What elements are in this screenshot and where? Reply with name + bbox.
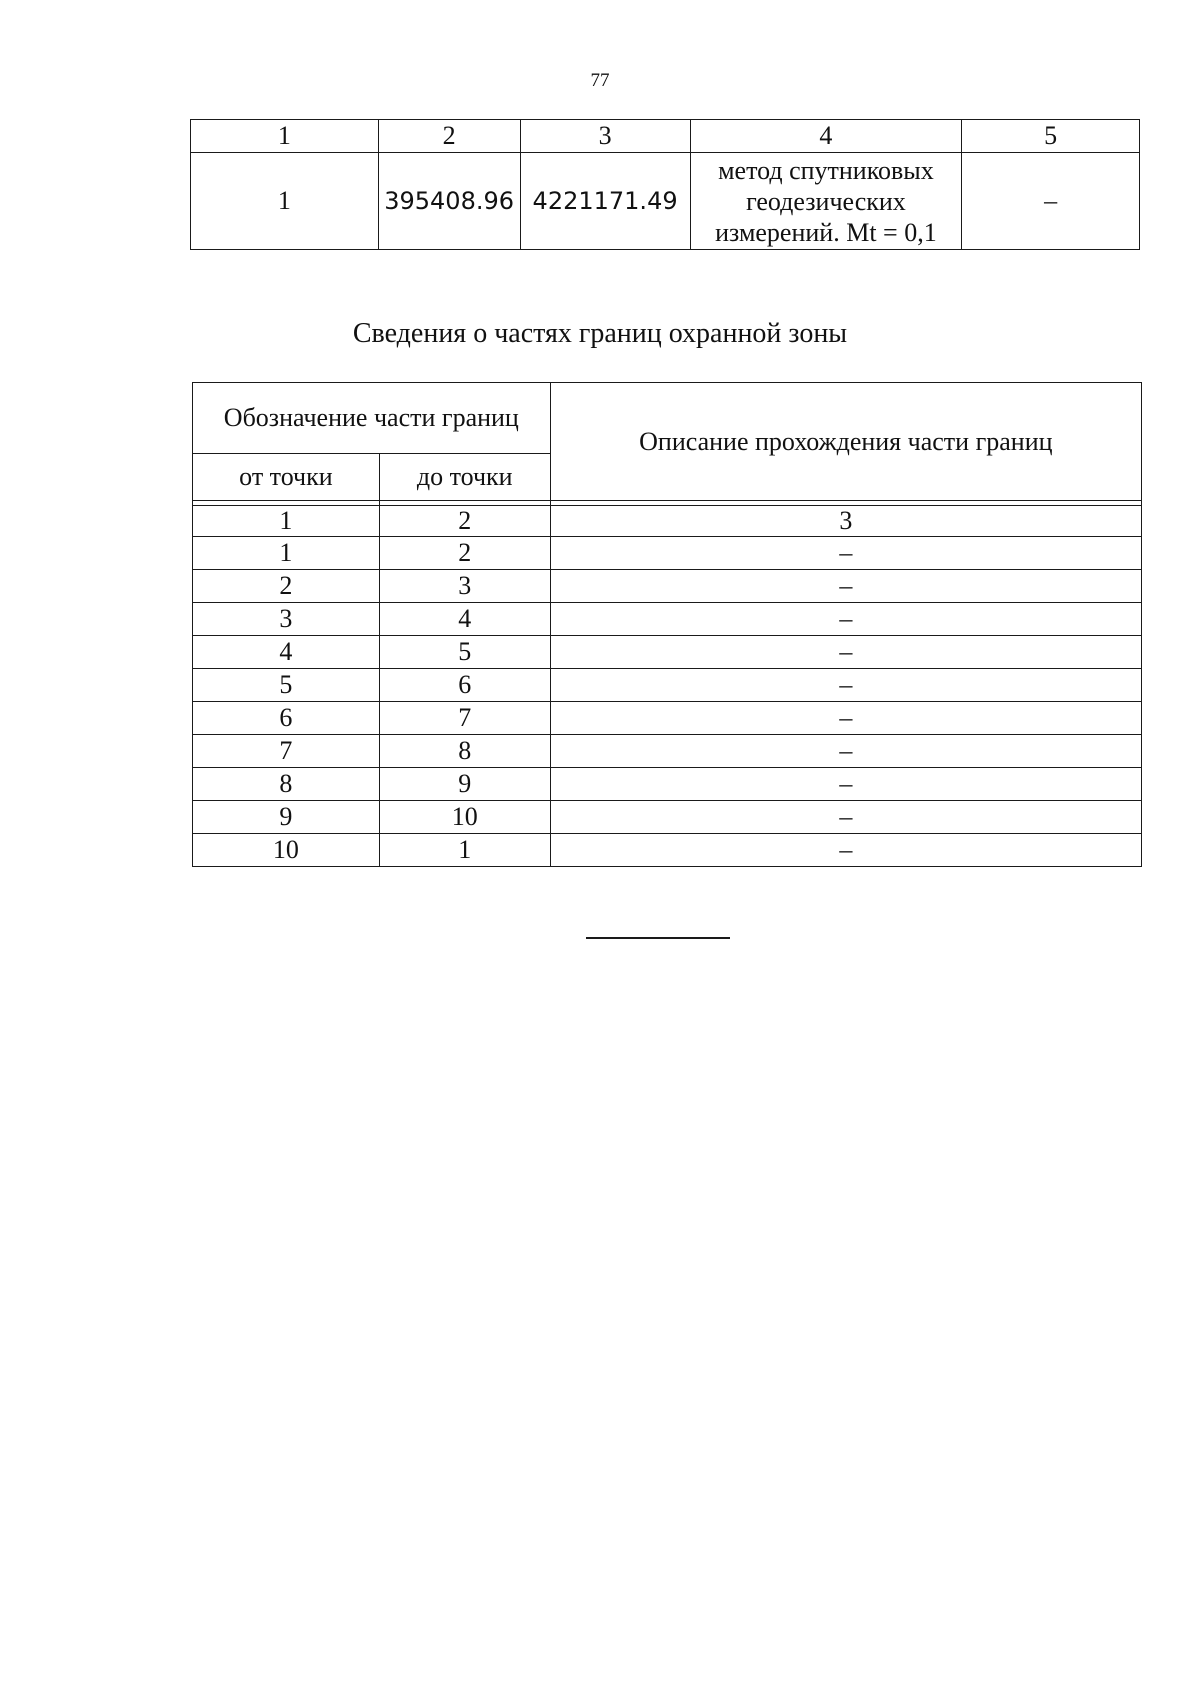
to-point-cell: 10 <box>379 801 550 834</box>
header-cell: 1 <box>191 120 379 153</box>
to-point-cell: 9 <box>379 768 550 801</box>
to-point-cell: 5 <box>379 636 550 669</box>
to-point-cell: 2 <box>379 537 550 570</box>
description-cell: – <box>550 768 1141 801</box>
to-point-cell: 4 <box>379 603 550 636</box>
from-point-cell: 7 <box>193 735 380 768</box>
from-point-cell: 6 <box>193 702 380 735</box>
table-row <box>193 702 1142 735</box>
to-point-cell: 6 <box>379 669 550 702</box>
boundary-parts-table <box>192 382 1142 867</box>
header-cell: 5 <box>962 120 1140 153</box>
header-cell: 4 <box>690 120 962 153</box>
table-row <box>193 735 1142 768</box>
method-cell <box>690 153 962 250</box>
table-row <box>193 603 1142 636</box>
section-title: Сведения о частях границ охранной зоны <box>352 318 848 349</box>
description-header-cell: Описание прохождения части границ <box>550 383 1141 501</box>
table-row <box>193 570 1142 603</box>
column-number-cell: 3 <box>550 506 1141 537</box>
header-cell: 2 <box>378 120 520 153</box>
column-number-cell: 2 <box>379 506 550 537</box>
column-number-cell: 1 <box>193 506 380 537</box>
to-header-cell: до точки <box>379 454 550 501</box>
description-cell: – <box>550 636 1141 669</box>
from-point-cell: 4 <box>193 636 380 669</box>
from-point-cell: 3 <box>193 603 380 636</box>
point-number-cell: 1 <box>191 153 379 250</box>
table-row <box>193 801 1142 834</box>
method-line: геодезических <box>746 186 906 216</box>
description-cell: – <box>550 570 1141 603</box>
description-cell: – <box>550 834 1141 867</box>
description-cell: – <box>550 669 1141 702</box>
to-point-cell: 1 <box>379 834 550 867</box>
to-point-cell: 8 <box>379 735 550 768</box>
to-point-cell: 7 <box>379 702 550 735</box>
from-point-cell: 8 <box>193 768 380 801</box>
from-point-cell: 9 <box>193 801 380 834</box>
header-cell: 3 <box>520 120 690 153</box>
x-coordinate-cell: 395408.96 <box>378 153 520 250</box>
from-header-cell: от точки <box>193 454 380 501</box>
table-row <box>193 537 1142 570</box>
y-coordinate-cell: 4221171.49 <box>520 153 690 250</box>
description-cell: – <box>550 603 1141 636</box>
boundary-table-header-row <box>193 383 1142 454</box>
group-header-cell: Обозначение части границ <box>193 383 551 454</box>
coordinates-table-header-row <box>191 120 1140 153</box>
table-row <box>193 669 1142 702</box>
column-number-row <box>193 506 1142 537</box>
end-divider <box>586 937 730 939</box>
description-cell: – <box>550 801 1141 834</box>
table-row <box>193 636 1142 669</box>
from-point-cell: 10 <box>193 834 380 867</box>
method-line: измерений. Mt = 0,1 <box>715 217 937 247</box>
table-row <box>193 768 1142 801</box>
from-point-cell: 2 <box>193 570 380 603</box>
description-cell: – <box>550 735 1141 768</box>
description-cell: – <box>550 702 1141 735</box>
to-point-cell: 3 <box>379 570 550 603</box>
description-cell: – <box>550 537 1141 570</box>
coordinates-table <box>190 119 1140 250</box>
from-point-cell: 5 <box>193 669 380 702</box>
coordinates-table-row <box>191 153 1140 250</box>
table-row <box>193 834 1142 867</box>
method-line: метод спутниковых <box>718 155 934 185</box>
col5-cell: – <box>962 153 1140 250</box>
from-point-cell: 1 <box>193 537 380 570</box>
page-number: 77 <box>590 70 610 91</box>
